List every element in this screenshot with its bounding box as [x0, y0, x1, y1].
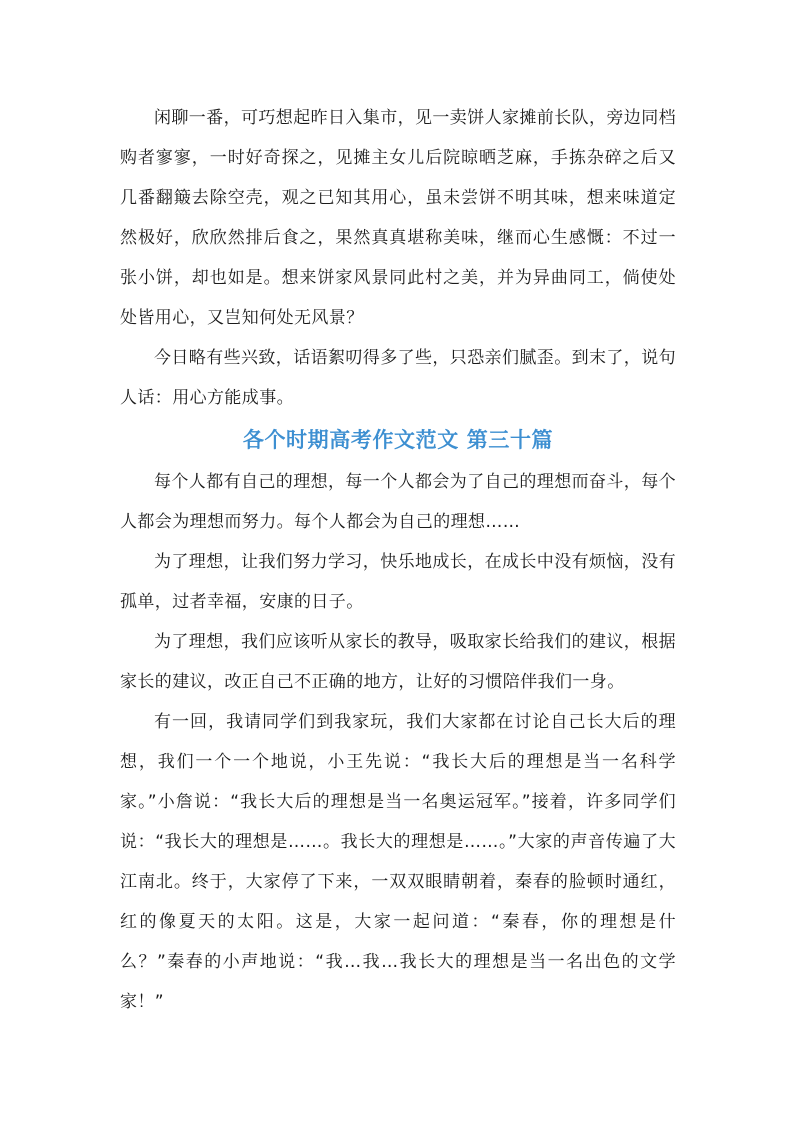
document-page	[120, 98, 676, 1022]
paragraph: 每个人都有自己的理想，每一个人都会为了自己的理想而奋斗，每个人都会为理想而努力。每个人都会为自己的理想……	[120, 472, 676, 532]
paragraph: 闲聊一番，可巧想起昨日入集市，见一卖饼人家摊前长队，旁边同档购者寥寥，一时好奇探之，见摊主女儿后院晾晒芝麻，手拣杂碎之后又几番翻簸去除空壳，观之已知其用心，虽未尝饼不明其味，想来味道定然极好，欣欣然排后食之，果然真真堪称美味，继而心生感慨：不过一张小饼，却也如是。想来饼家风景同此村之美，并为异曲同工，倘使处处皆用心，又岂知何处无风景？	[120, 108, 676, 328]
paragraph: 为了理想，让我们努力学习，快乐地成长，在成长中没有烦恼，没有孤单，过者幸福，安康的日子。	[120, 552, 676, 612]
paragraph: 有一回，我请同学们到我家玩，我们大家都在讨论自己长大后的理想，我们一个一个地说，小王先说：“我长大后的理想是当一名科学家。”小詹说：“我长大后的理想是当一名奥运冠军。”接着，许多同学们说：“我长大的理想是……。我长大的理想是……。”大家的声音传遍了大江南北。终于，大家停了下来，一双双眼睛朝着，秦春的脸顿时通红，红的像夏天的太阳。这是，大家一起问道：“秦春，你的理想是什么？”秦春的小声地说：“我…我…我长大的理想是当一名出色的文学家！”	[120, 712, 676, 1012]
paragraph: 今日略有些兴致，话语絮叨得多了些，只恐亲们腻歪。到末了，说句人话：用心方能成事。	[120, 348, 676, 408]
paragraph: 为了理想，我们应该听从家长的教导，吸取家长给我们的建议，根据家长的建议，改正自己不正确的地方，让好的习惯陪伴我们一身。	[120, 632, 676, 692]
section-heading: 各个时期高考作文范文 第三十篇	[242, 428, 554, 452]
